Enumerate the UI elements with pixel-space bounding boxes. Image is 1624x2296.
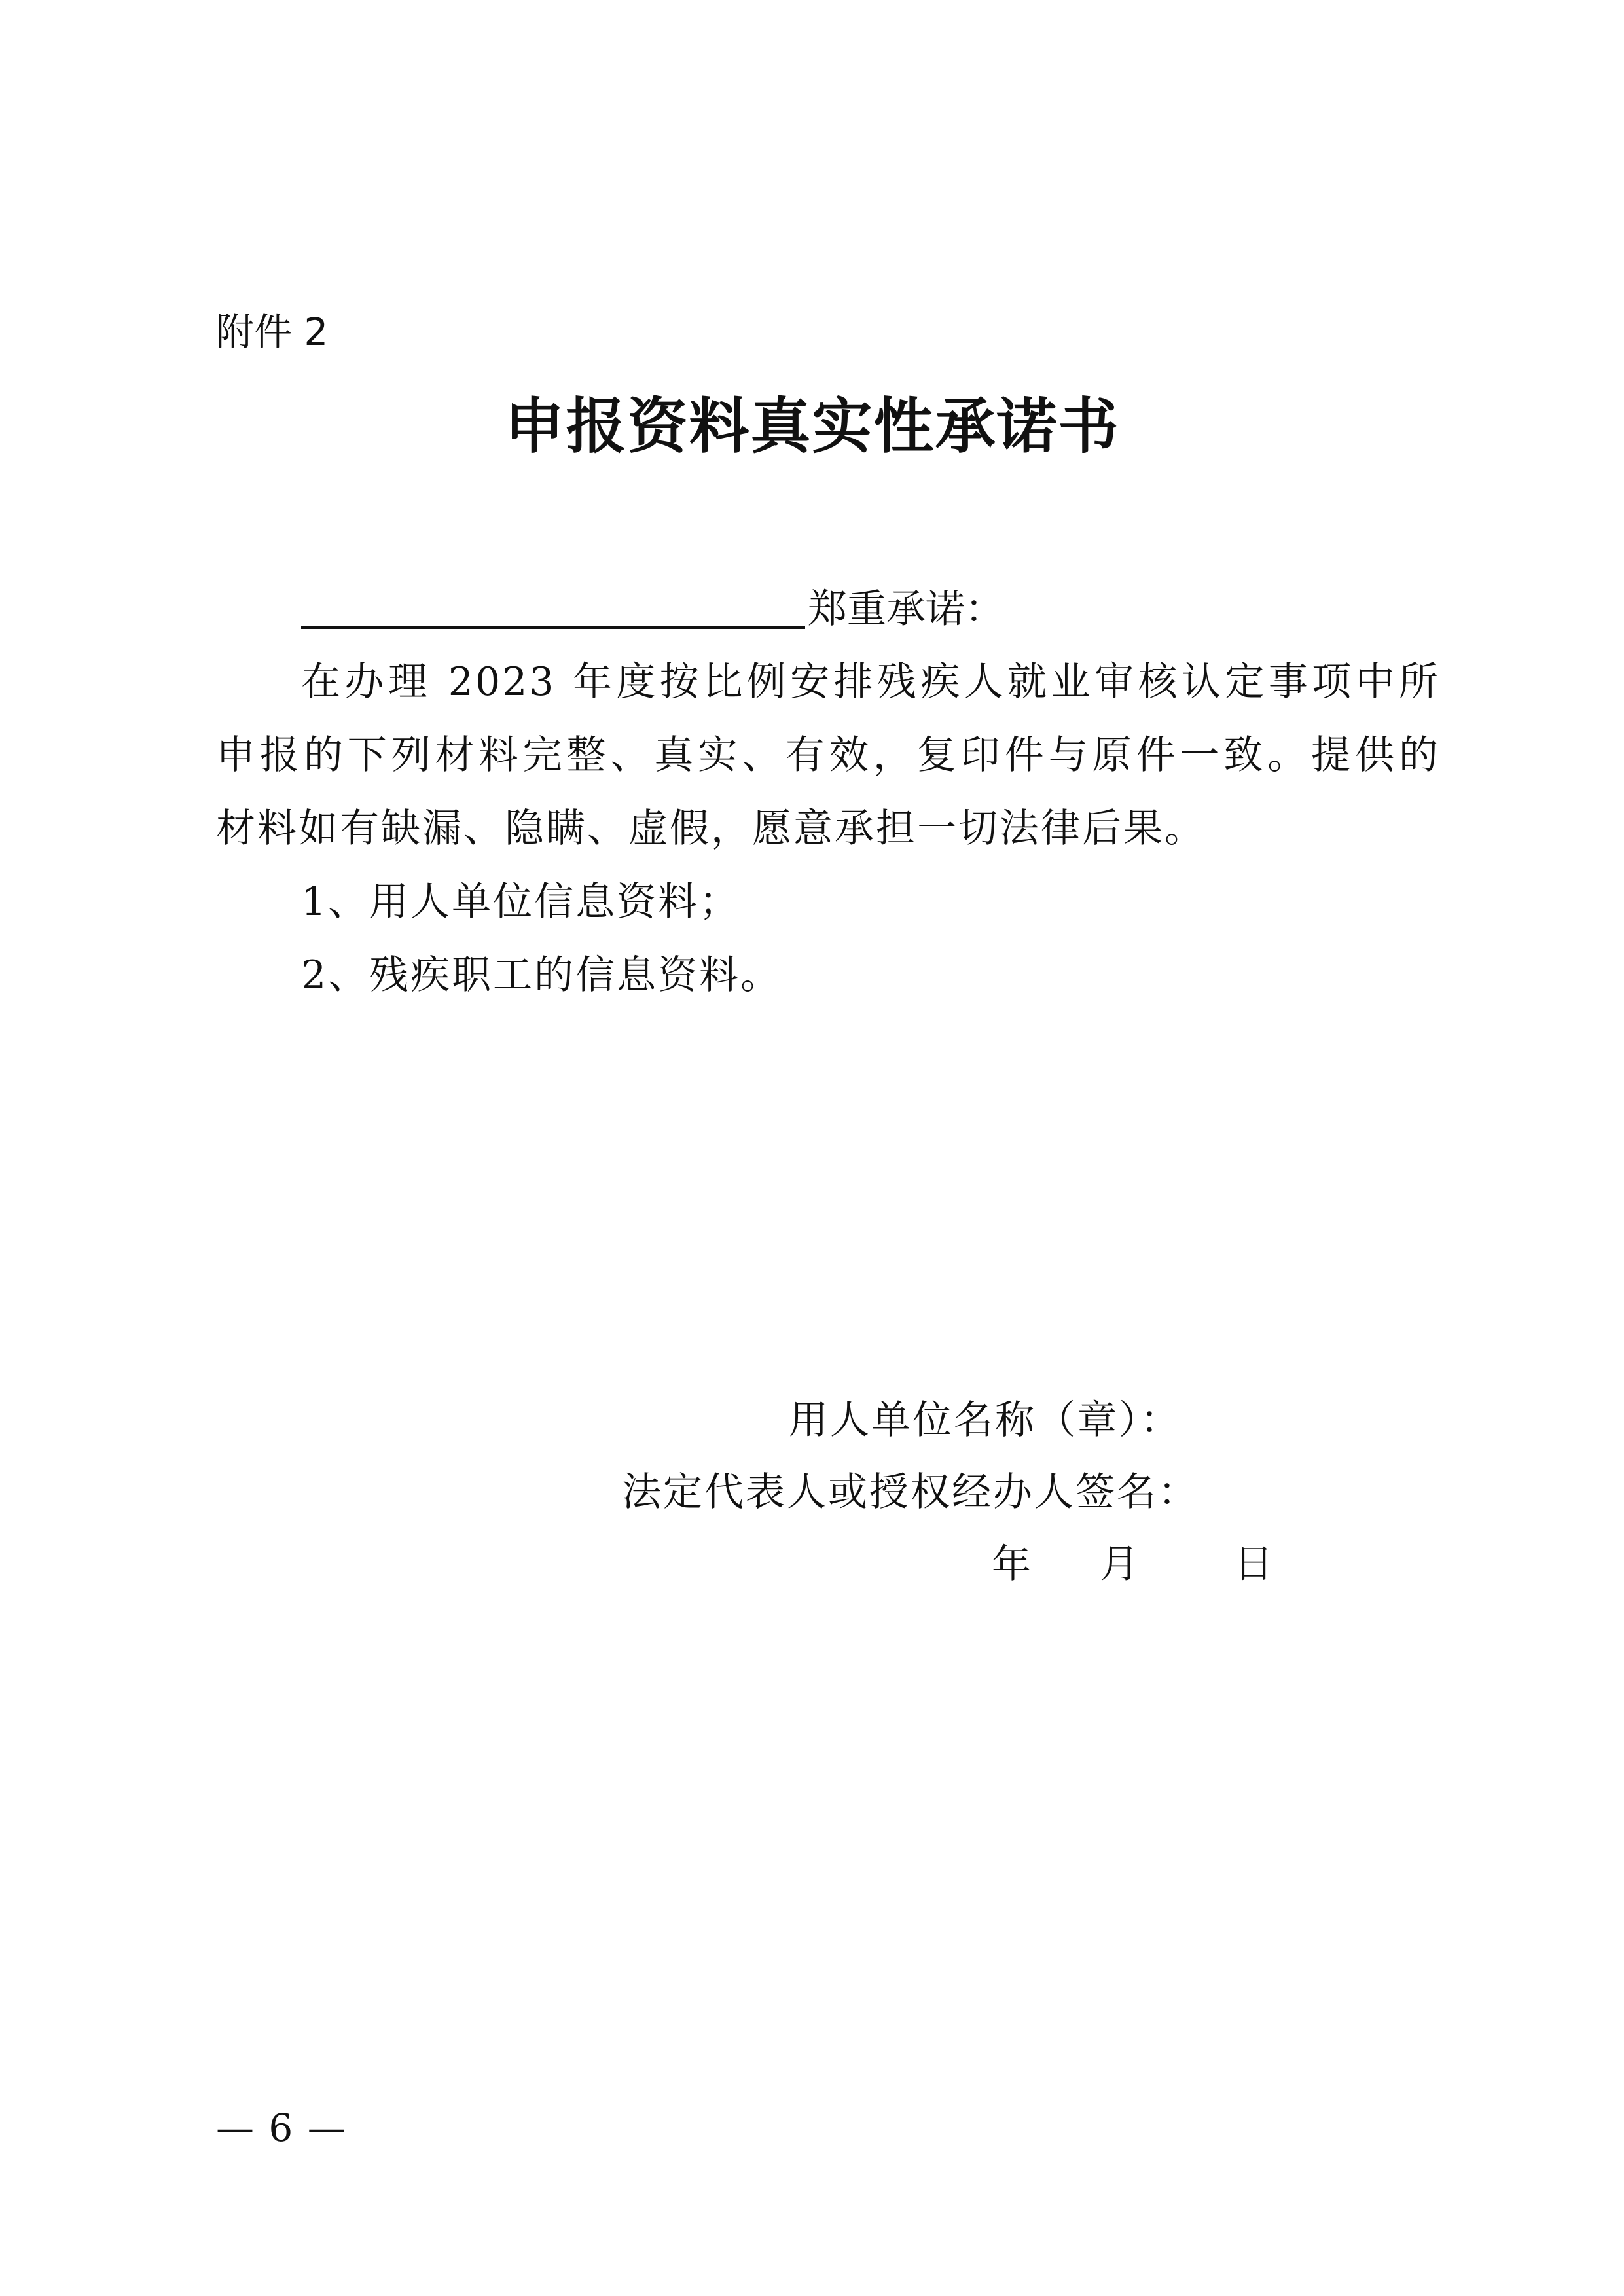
unit-name-label: 用人单位名称（章）： [789, 1397, 1182, 1443]
date-month-label: 月 [1100, 1541, 1139, 1587]
paragraph-line-2: 申报的下列材料完整、真实、有效，复印件与原件一致。提供的 [216, 732, 1440, 778]
attachment-label: 附件 2 [216, 310, 329, 354]
page-number: — 6 — [216, 2106, 347, 2150]
paragraph-line-3: 材料如有缺漏、隐瞒、虚假，愿意承担一切法律后果。 [216, 806, 1206, 852]
pledger-name-blank[interactable] [301, 587, 805, 629]
representative-signature-label: 法定代表人或授权经办人签名： [622, 1469, 1199, 1515]
date-day-label: 日 [1234, 1541, 1273, 1587]
document-title: 申报资料真实性承诺书 [504, 391, 1120, 461]
date-year-label: 年 [992, 1541, 1031, 1587]
paragraph-line-1: 在办理 2023 年度按比例安排残疾人就业审核认定事项中所 [301, 659, 1440, 705]
pledge-line [301, 586, 1004, 632]
pledge-suffix: 郑重承诺： [808, 586, 1004, 632]
list-item-2: 2、残疾职工的信息资料。 [301, 952, 782, 998]
list-item-1: 1、用人单位信息资料； [301, 879, 741, 925]
